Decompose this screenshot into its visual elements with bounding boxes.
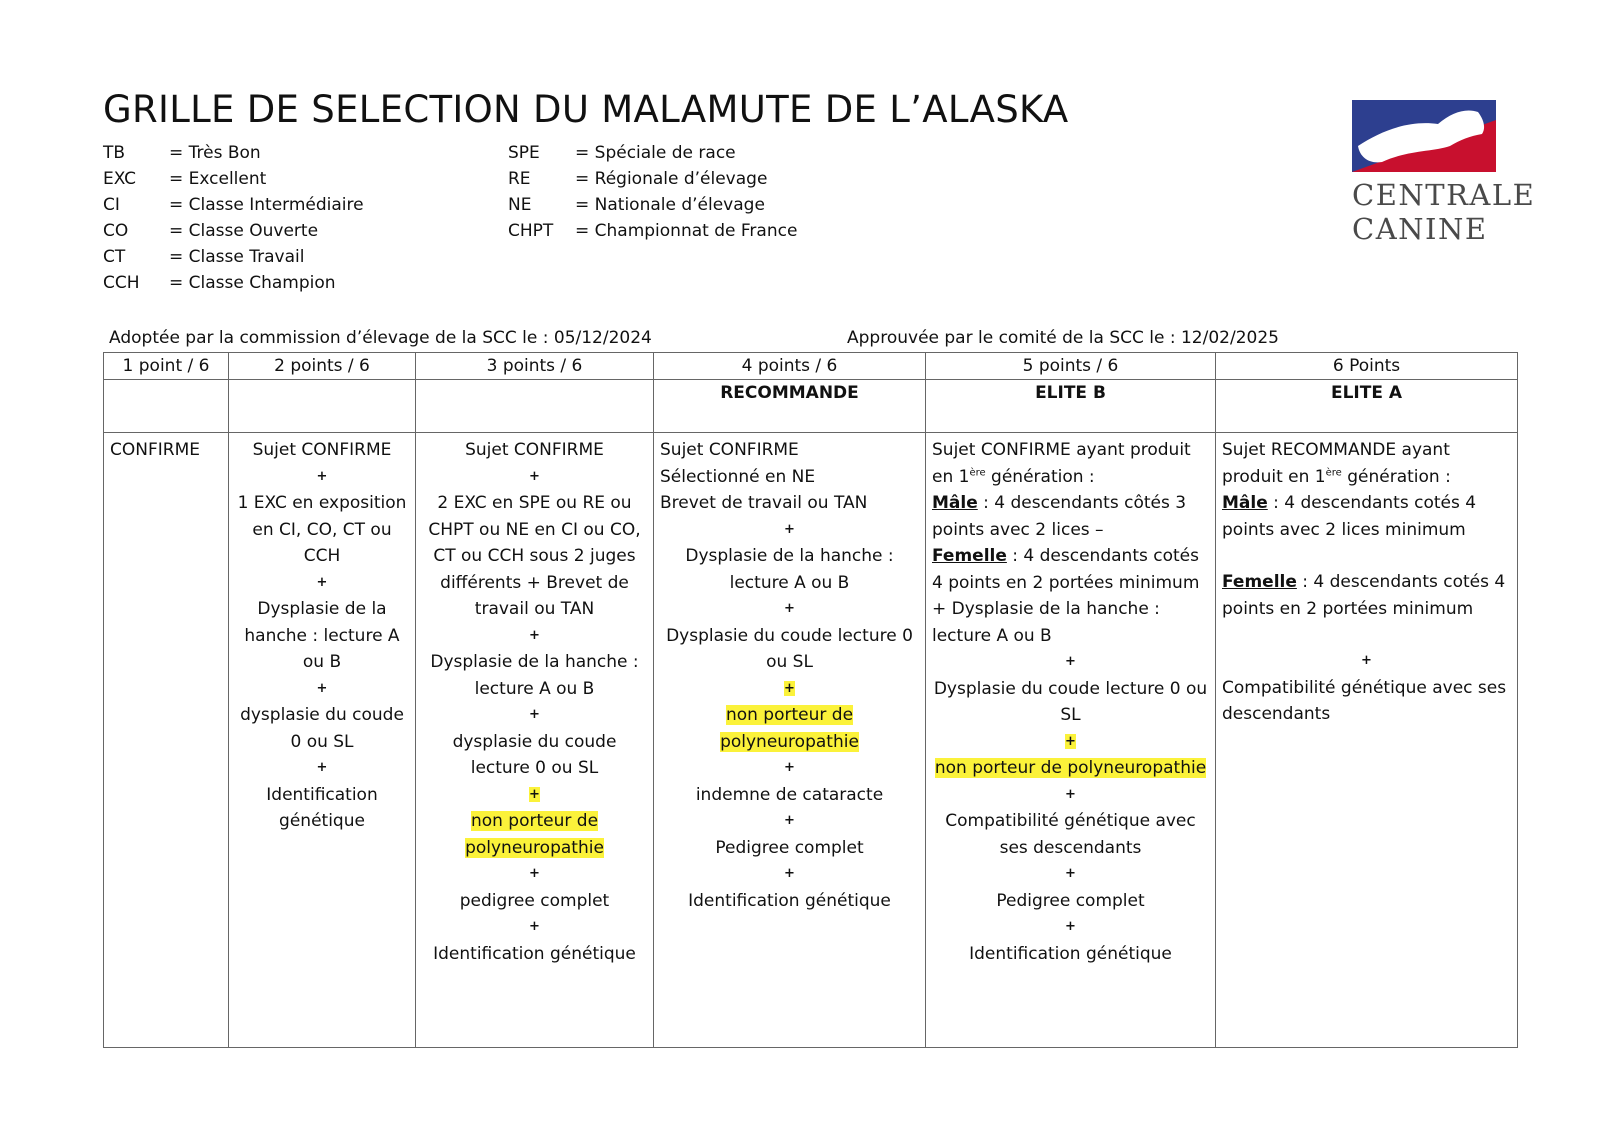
criteria-row <box>104 433 1518 1048</box>
abbreviation-row: CI = Classe Intermédiaire <box>103 195 364 215</box>
criteria-cell-5pt: Sujet CONFIRME ayant produit en 1ère génération : Mâle : 4 descendants côtés 3 points avec 2 lices – Femelle : 4 descendants cotés 4 points en 2 portées minimum + Dysplasie de la hanche : lecture A ou B + Dysplasie du coude lecture 0 ou SL + non porteur de polyneuropathie + Compatibilité génétique avec ses descendants + Pedigree complet + Identification génétique <box>926 433 1216 1048</box>
highlighted-criterion: non porteur de polyneuropathie <box>465 811 604 858</box>
criteria-cell-4pt: Sujet CONFIRME Sélectionné en NE Brevet de travail ou TAN + Dysplasie de la hanche : lecture A ou B + Dysplasie du coude lecture 0 ou SL + non porteur de polyneuropathie + indemne de cataracte + Pedigree complet + Identification génétique <box>654 433 926 1048</box>
header-cell: 1 point / 6 <box>104 353 229 380</box>
abbreviation-row: CHPT = Championnat de France <box>508 221 798 241</box>
selection-grid <box>103 352 1518 1048</box>
level-cell <box>416 380 654 433</box>
abbreviation-row: EXC = Excellent <box>103 169 267 189</box>
adoption-date: Adoptée par la commission d’élevage de la SCC le : 05/12/2024 <box>109 328 652 348</box>
abbreviation-row: SPE = Spéciale de race <box>508 143 736 163</box>
criteria-cell-6pt: Sujet RECOMMANDE ayant produit en 1ère génération : Mâle : 4 descendants cotés 4 points avec 2 lices minimum Femelle : 4 descendants cotés 4 points en 2 portées minimum + Compatibilité génétique avec ses descendants <box>1216 433 1518 1048</box>
abbreviation-row: CT = Classe Travail <box>103 247 305 267</box>
level-cell: ELITE B <box>926 380 1216 433</box>
abbreviation-row: CCH = Classe Champion <box>103 273 336 293</box>
abbreviation-row: NE = Nationale d’élevage <box>508 195 765 215</box>
highlighted-criterion: non porteur de polyneuropathie <box>720 705 859 752</box>
centrale-canine-logo <box>1352 100 1536 246</box>
abbreviation-list-right <box>508 140 797 244</box>
logo-text: CENTRALE CANINE <box>1352 178 1536 246</box>
criteria-cell-1pt: CONFIRME <box>104 433 229 1048</box>
dog-emblem-icon <box>1352 100 1496 172</box>
header-cell: 6 Points <box>1216 353 1518 380</box>
level-cell: RECOMMANDE <box>654 380 926 433</box>
abbreviation-row: TB = Très Bon <box>103 143 261 163</box>
level-cell: ELITE A <box>1216 380 1518 433</box>
abbreviation-list-left <box>103 140 364 296</box>
header-cell: 5 points / 6 <box>926 353 1216 380</box>
abbreviation-row: RE = Régionale d’élevage <box>508 169 768 189</box>
page-title: GRILLE DE SELECTION DU MALAMUTE DE L’ALASKA <box>103 88 1069 131</box>
header-cell: 2 points / 6 <box>229 353 416 380</box>
highlighted-criterion: non porteur de polyneuropathie <box>934 758 1207 778</box>
points-header-row <box>104 353 1518 380</box>
criteria-cell-3pt: Sujet CONFIRME + 2 EXC en SPE ou RE ou CHPT ou NE en CI ou CO, CT ou CCH sous 2 juges différents + Brevet de travail ou TAN + Dysplasie de la hanche : lecture A ou B + dysplasie du coude lecture 0 ou SL + non porteur de polyneuropathie + pedigree complet + Identification génétique <box>416 433 654 1048</box>
header-cell: 3 points / 6 <box>416 353 654 380</box>
level-cell <box>229 380 416 433</box>
criteria-cell-2pt: Sujet CONFIRME + 1 EXC en exposition en CI, CO, CT ou CCH + Dysplasie de la hanche : lecture A ou B + dysplasie du coude 0 ou SL + Identification génétique <box>229 433 416 1048</box>
level-row <box>104 380 1518 433</box>
header-cell: 4 points / 6 <box>654 353 926 380</box>
abbreviation-row: CO = Classe Ouverte <box>103 221 319 241</box>
level-cell <box>104 380 229 433</box>
approval-date: Approuvée par le comité de la SCC le : 12/02/2025 <box>847 328 1279 348</box>
